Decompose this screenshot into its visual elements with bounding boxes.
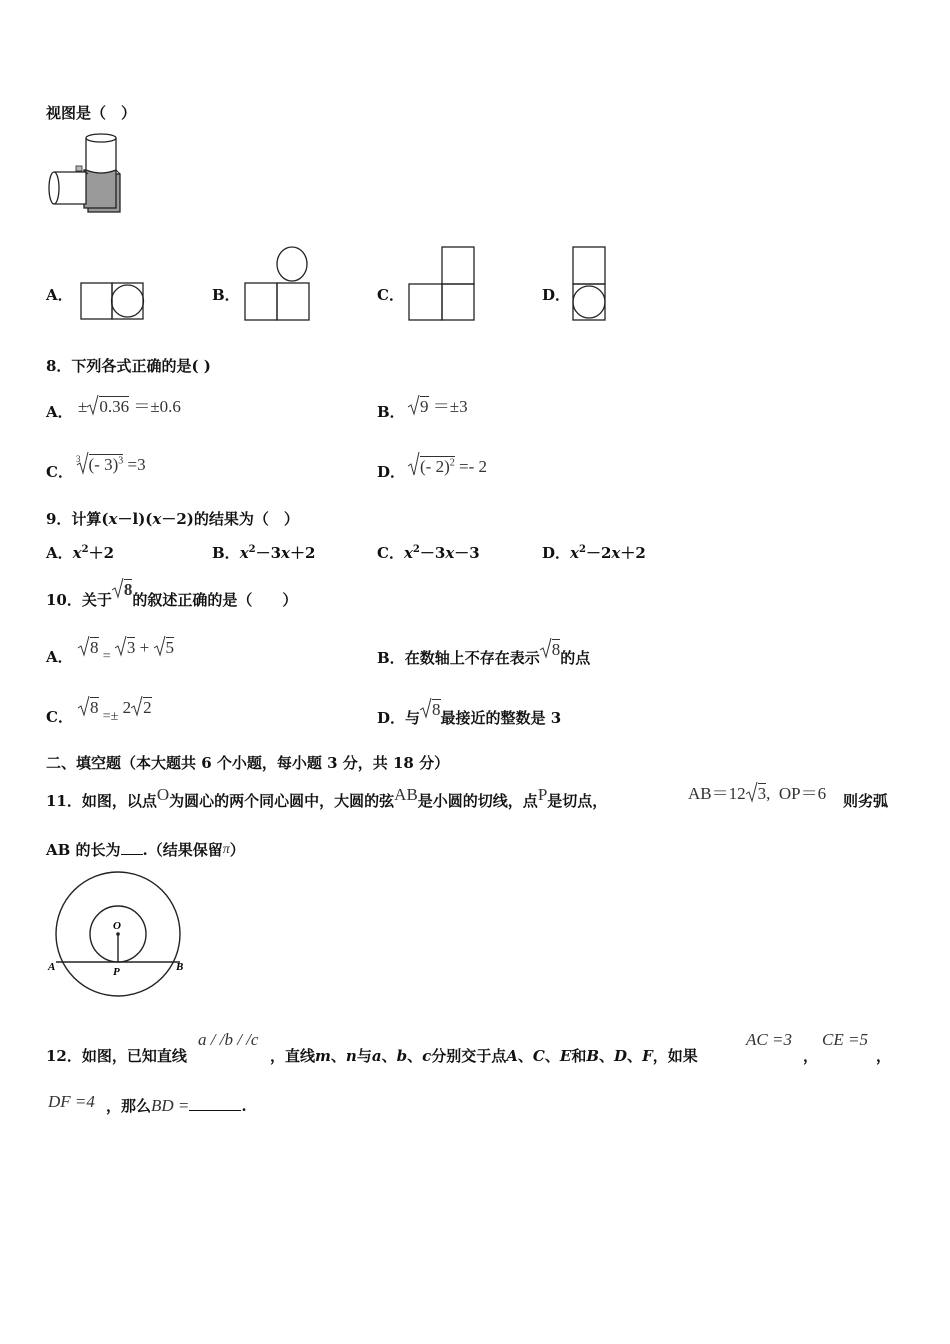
radical-sign [408,452,420,476]
q11-line2: AB 的长为 .（结果保留π） [46,841,245,859]
q10-stem: 10．关于8的叙述正确的是（ ） [46,580,298,609]
q8-option-b-label: B． [377,403,405,421]
q7-option-c-figure [408,246,476,322]
answer-blank[interactable] [189,1110,241,1111]
radical-sign [408,395,420,415]
radical-sign [77,452,89,474]
q11-fig-label-b: B [176,961,184,973]
q11-conditions: AB＝12 3, OP＝6 [688,784,827,803]
q10-option-c-label: C． [46,708,73,726]
radical-sign [420,698,432,718]
q7-option-d-figure [572,246,608,322]
q8-option-c-label: C． [46,463,73,481]
radical-sign [154,636,166,656]
q9-option-c: C．$x^2-3x-3$ [377,544,480,562]
q12-parallel: a / /b / /c [198,1030,259,1049]
q12-ac: AC =3 [746,1030,792,1049]
q9-option-a: A．$x^2+2$ [46,544,114,562]
q12-comma1: ， [803,1047,819,1065]
radical-sign [115,636,127,656]
q9-option-d: D．$x^2-2x+2$ [542,544,646,562]
q7-option-d-label: D． [542,286,571,304]
q8-option-c-expr: $^3$ (- 3)$^3$ =3 [76,454,146,474]
q8-option-a-expr: ± 0.36 ＝±0.6 [78,397,181,416]
q11-fig-label-o: O [113,920,121,932]
q7-option-a-figure [80,282,144,322]
section-heading: 二、填空题（本大题共 6 个小题，每小题 3 分，共 18 分） [46,754,450,772]
q10-option-c-expr: 8 $_{=\pm}$ 2 2 [78,696,152,718]
q11-concentric-circles-figure [46,872,196,1000]
q11-fig-label-p: P [113,966,120,978]
q8-option-d-label: D． [377,463,406,481]
q12-line1-mid: ，直线m、n与a、b、c分别交于点A、C、E和B、D、F，如果 [270,1047,698,1065]
q7-solid-figure [46,134,126,216]
q10-option-a-expr: 8 $_=$ 3 + 5 [78,636,174,658]
radical-sign [540,638,552,658]
q11-line1: 11．如图，以点O为圆心的两个同心圆中，大圆的弦AB是小圆的切线，点P是切点， [46,785,608,810]
q7-option-b-label: B． [212,286,240,304]
q7-option-c-label: C． [377,286,404,304]
q10-option-a-label: A． [46,648,73,666]
q12-comma2: ， [876,1047,892,1065]
q9-stem: 9．计算(x－l)(x－2)的结果为（ ） [46,510,299,528]
radical-sign [746,782,758,802]
q8-option-b-expr: 9 ＝±3 [408,392,468,417]
q8-option-d-expr: (- 2)$^2$ =- 2 [408,452,487,477]
q7-stem: 视图是（ ） [46,104,137,122]
answer-blank[interactable] [121,854,143,855]
radical-sign [78,696,90,716]
q8-option-a-label: A． [46,403,73,421]
q12-line1-start: 12．如图，已知直线 [46,1047,187,1065]
q12-ce: CE =5 [822,1030,868,1049]
radical-sign [112,578,124,598]
q9-option-b: B．$x^2-3x+2$ [212,544,316,562]
q11-line1-end: 则劣弧 [843,792,889,810]
radical-sign [87,395,99,415]
q7-option-a-label: A． [46,286,73,304]
q10-option-b: B．在数轴上不存在表示 8的点 [377,640,591,667]
q11-fig-label-a: A [48,961,56,973]
radical-sign [78,636,90,656]
radical-sign [131,696,143,716]
q10-option-d: D．与 8最接近的整数是 3 [377,700,562,727]
q12-df: DF =4 [48,1092,95,1111]
q7-option-b-figure [244,246,310,322]
q8-stem: 8．下列各式正确的是( ) [46,357,211,375]
q12-line2: ，那么BD = . [106,1096,247,1115]
